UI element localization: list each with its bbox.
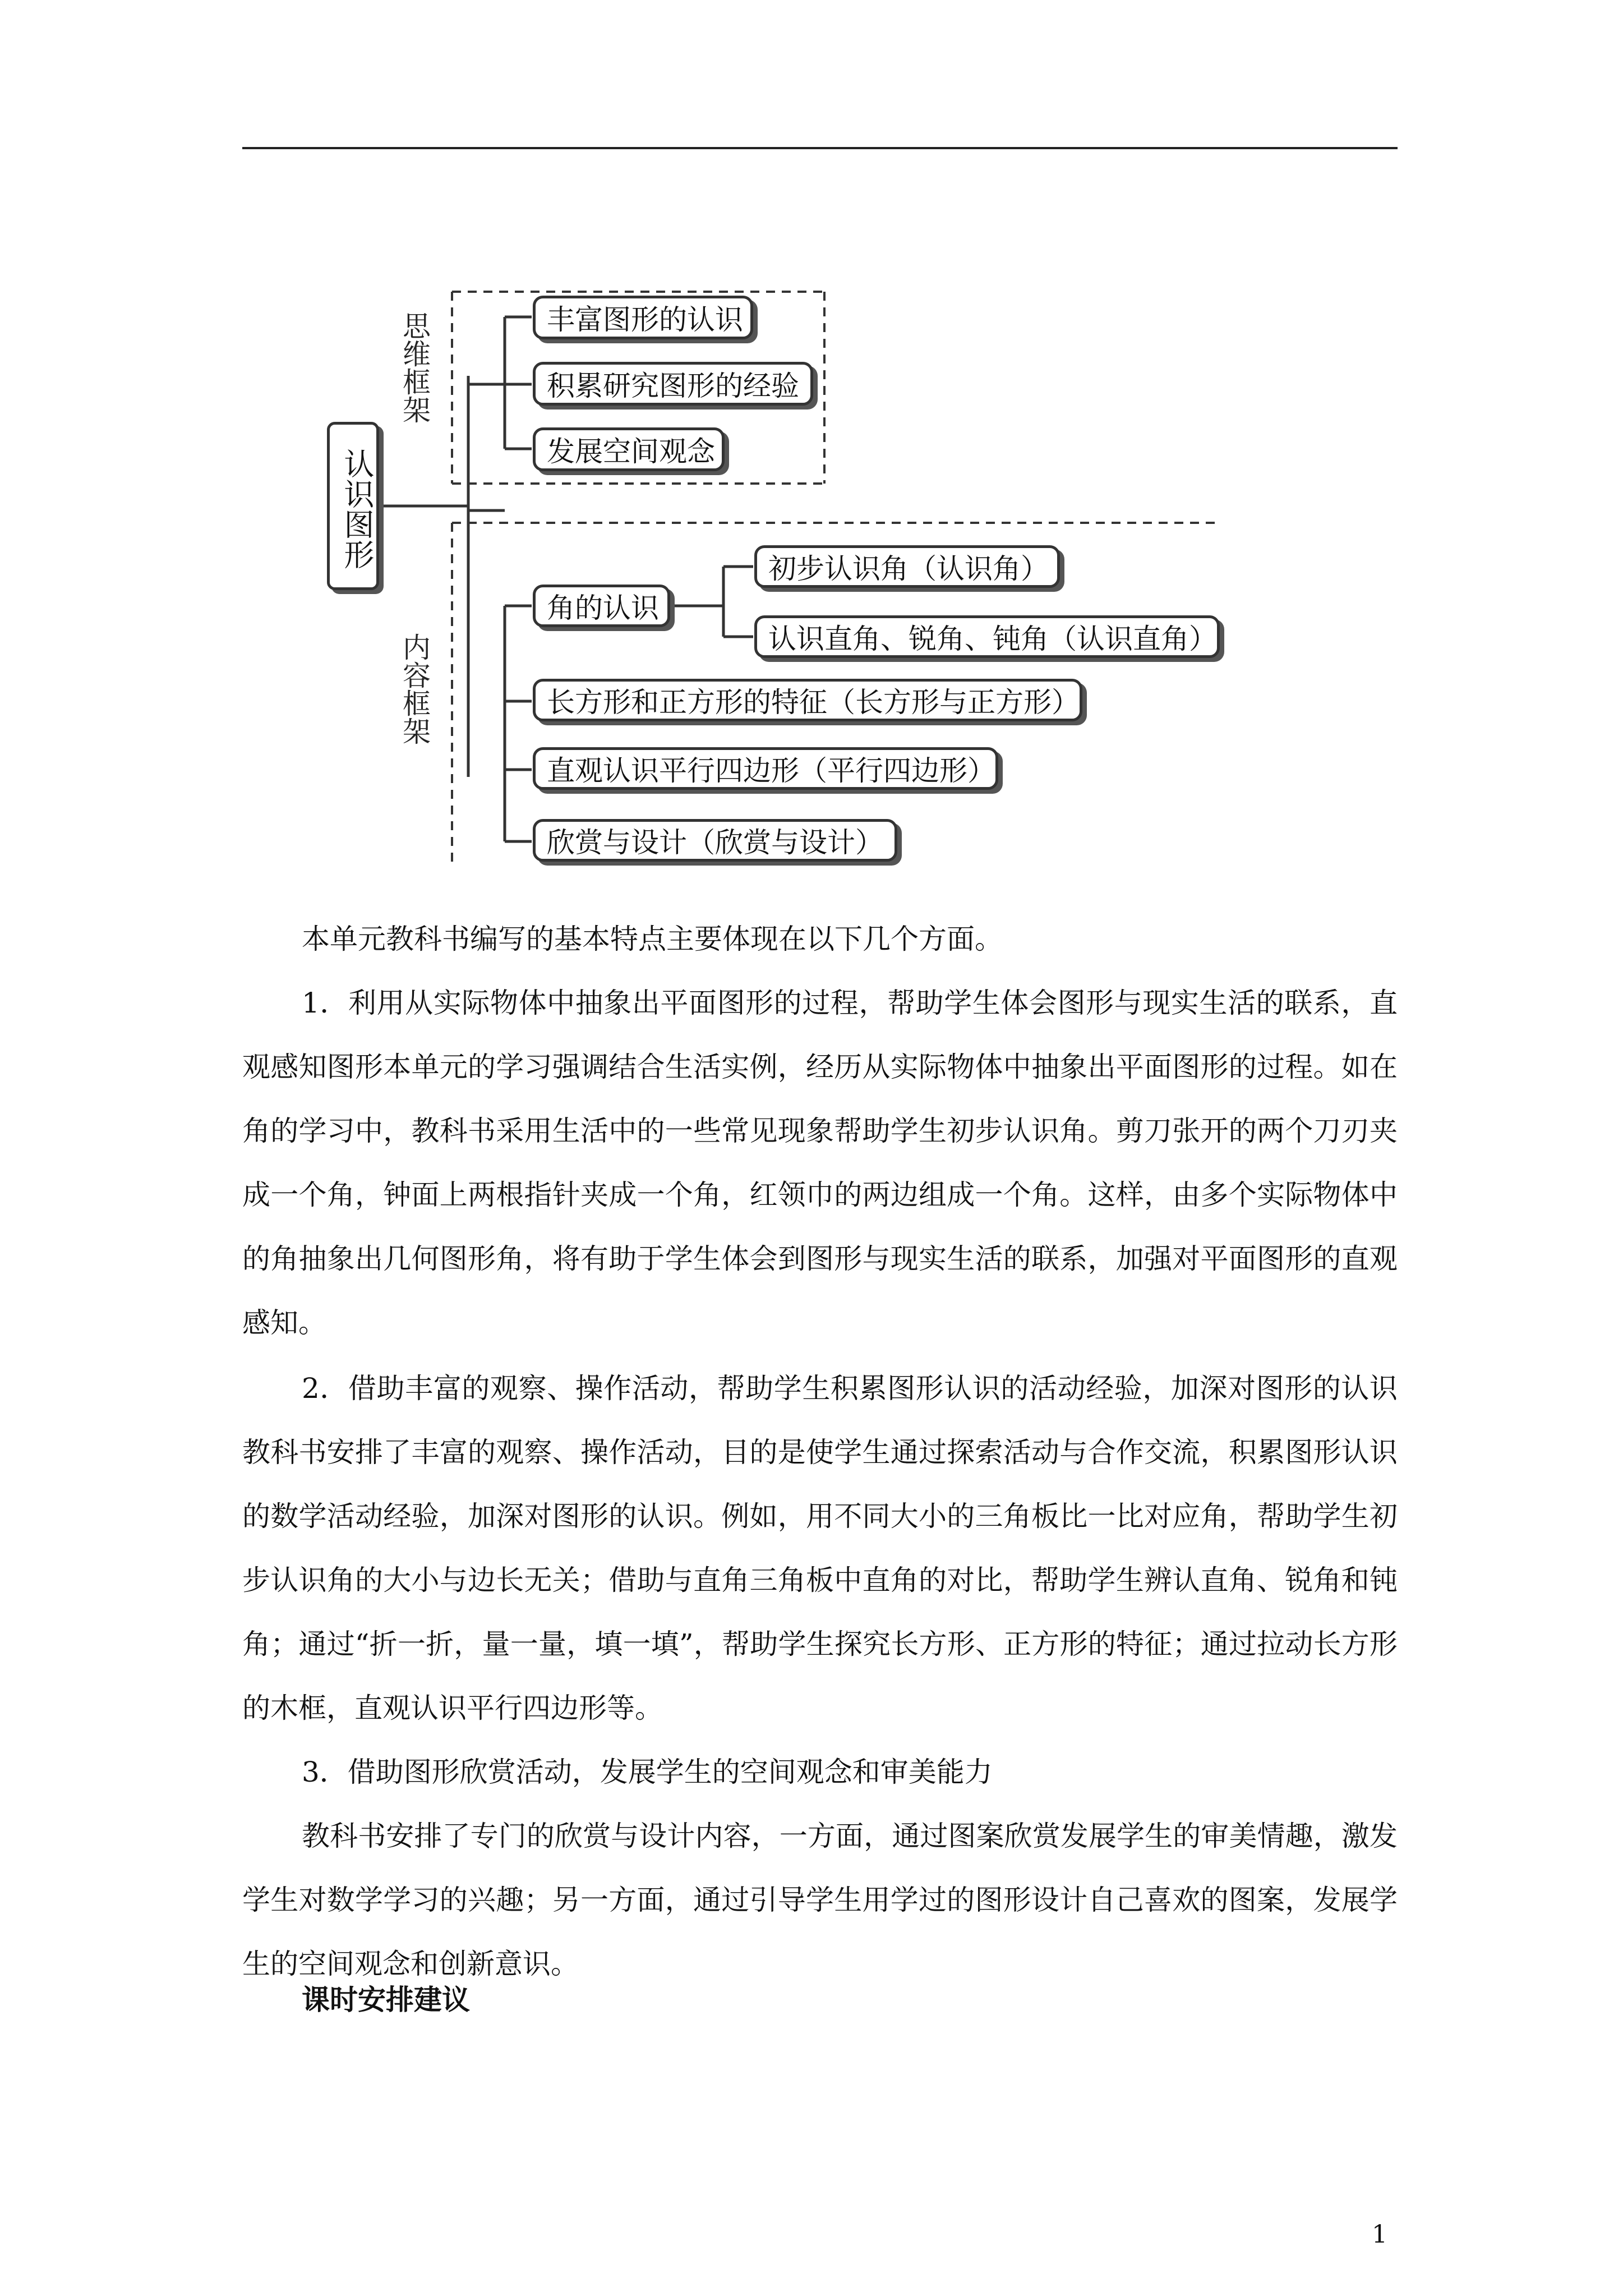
angle-child: 认识直角、锐角、钝角（认识直角） <box>754 615 1220 658</box>
point-3-paragraph: 教科书安排了专门的欣赏与设计内容，一方面，通过图案欣赏发展学生的审美情趣，激发学生对数学学习的兴趣；另一方面，通过引导学生用学过的图形设计自己喜欢的图案，发展学生的空间观念和创新意识。 <box>242 1820 1398 1980</box>
content-item: 直观认识平行四边形（平行四边形） <box>533 747 998 790</box>
intro-paragraph: 本单元教科书编写的基本特点主要体现在以下几个方面。 <box>302 923 1003 955</box>
section-heading: 课时安排建议 <box>302 1983 470 2016</box>
page-number: 1 <box>1372 2220 1387 2249</box>
content-frame-label: 内容框架 <box>398 633 431 745</box>
thinking-item: 丰富图形的认识 <box>533 296 753 339</box>
content-item: 欣赏与设计（欣赏与设计） <box>533 819 897 862</box>
thinking-item: 发展空间观念 <box>533 427 725 471</box>
point-2-paragraph: 2．借助丰富的观察、操作活动，帮助学生积累图形认识的活动经验，加深对图形的认识教科书安排了丰富的观察、操作活动，目的是使学生通过探索活动与合作交流，积累图形认识的数学活动经验，加深对图形的认识。例如，用不同大小的三角板比一比对应角，帮助学生初步认识角的大小与边长无关；借助与直角三角板中直角的对比，帮助学生辨认直角、锐角和钝角；通过“折一折，量一量，填一填”，帮助学生探究长方形、正方形的特征；通过拉动长方形的木框，直观认识平行四边形等。 <box>242 1372 1398 1724</box>
angle-node: 角的认识 <box>533 585 670 627</box>
point-1-paragraph: 1．利用从实际物体中抽象出平面图形的过程，帮助学生体会图形与现实生活的联系，直观感知图形本单元的学习强调结合生活实例，经历从实际物体中抽象出平面图形的过程。如在角的学习中，教科书采用生活中的一些常见现象帮助学生初步认识角。剪刀张开的两个刀刃夹成一个角，钟面上两根指针夹成一个角，红领巾的两边组成一个角。这样，由多个实际物体中的角抽象出几何图形角，将有助于学生体会到图形与现实生活的联系，加强对平面图形的直观感知。 <box>242 987 1398 1339</box>
thinking-item: 积累研究图形的经验 <box>533 362 813 406</box>
content-item: 长方形和正方形的特征（长方形与正方形） <box>533 679 1082 721</box>
diagram-root: 认识图形 <box>327 422 379 590</box>
thinking-frame-label: 思维框架 <box>398 311 431 424</box>
point-3-title: 3．借助图形欣赏活动，发展学生的空间观念和审美能力 <box>302 1756 993 1788</box>
angle-child: 初步认识角（认识角） <box>754 545 1060 588</box>
